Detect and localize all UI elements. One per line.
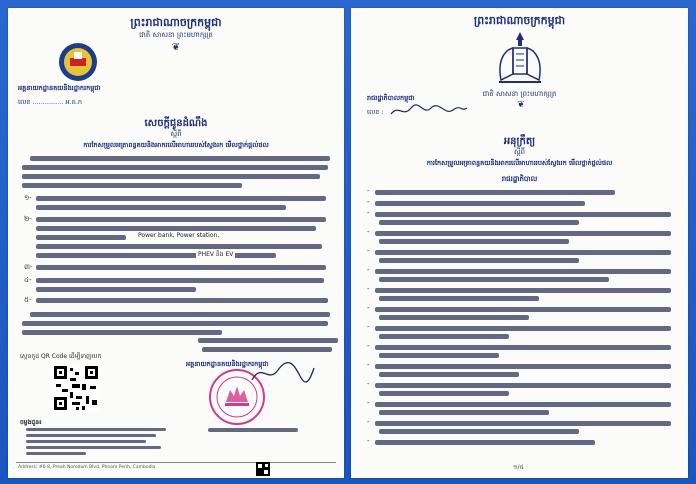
section-marker-2: ២- bbox=[24, 215, 32, 223]
section-marker-4: ៤- bbox=[24, 276, 32, 284]
document-type: សេចក្តីជូនដំណឹង bbox=[144, 118, 208, 129]
signature-icon bbox=[248, 358, 318, 388]
document-re: ស្តីពី bbox=[513, 148, 526, 156]
document-subject: ការកែសម្រួលអត្រាពន្ធគយនិងអាករលើអាហាររបស់ស្វែងរក មើលថ្នាក់ផ្តល់ផល bbox=[426, 159, 613, 167]
reference-number: លេខ ............... អ.គ.ក bbox=[18, 98, 83, 106]
kingdom-title: ព្រះរាជាណាចក្រកម្ពុជា bbox=[130, 16, 222, 29]
document-subject: ការកែសម្រួលអត្រាពន្ធគយនិងអាករលើអាហាររបស់ស្វែងរក មើលថ្នាក់ផ្តល់ផល bbox=[83, 141, 269, 149]
ornament-divider: ❦ bbox=[517, 100, 525, 110]
handwritten-number-icon bbox=[389, 102, 469, 120]
signer-name-line bbox=[208, 428, 298, 432]
qr-code-icon[interactable] bbox=[52, 364, 100, 412]
government-name: រាជរដ្ឋាភិបាលកម្ពុជា bbox=[367, 94, 415, 102]
signing-agency: អគ្គនាយកដ្ឋានគយនិងរដ្ឋាករកម្ពុជា bbox=[186, 360, 269, 368]
royal-coat-of-arms-icon bbox=[491, 30, 549, 88]
section-marker-3: ៣- bbox=[24, 263, 33, 271]
section-marker-5: ៥- bbox=[24, 296, 32, 304]
national-motto: ជាតិ សាសនា ព្រះមហាក្សត្រ bbox=[482, 90, 557, 98]
customs-logo-icon bbox=[58, 42, 98, 82]
agency-name: អគ្គនាយកដ្ឋានគយនិងរដ្ឋាករកម្ពុជា bbox=[18, 84, 101, 92]
left-document-page bbox=[8, 8, 344, 478]
document-re: ស្តីពី bbox=[170, 130, 182, 138]
footer-divider bbox=[16, 462, 336, 463]
national-motto: ជាតិ សាសនា ព្រះមហាក្សត្រ bbox=[139, 31, 213, 39]
recipients-label: ចម្លងជូន៖ bbox=[20, 419, 42, 426]
section-marker-1: ១- bbox=[24, 194, 32, 202]
right-document-page: ព្រះរាជាណាចក្រកម្ពុជា ជាតិ សាសនា ព្រះមហាក្សត្រ ❦ រាជរដ្ឋាភិបាលកម្ពុជា លេខ : អនុក្រឹត្យ ស្តីពី ការកែសម្រួលអត្រាពន្ធគយនិងអាករលើអាហាររបស់ស្វែងរក មើលថ្នាក់ផ្តល់ផល រាជរដ្ឋាភិបាល - - - - - - - - - - - - - - - ១/៥ bbox=[351, 8, 688, 478]
document-type: អនុក្រឹត្យ bbox=[503, 136, 536, 147]
intro-paragraph bbox=[22, 156, 332, 196]
ornament-divider: ❦ bbox=[171, 42, 181, 53]
qr-caption: ស្កេនកូដ QR Code ដើម្បីទាញយក bbox=[20, 353, 102, 360]
inline-english-1: Power bank, Power station, bbox=[138, 232, 220, 239]
page-number: ១/៥ bbox=[513, 464, 524, 471]
kingdom-title: ព្រះរាជាណាចក្រកម្ពុជា bbox=[473, 14, 566, 27]
footer-address: Address: #6-8, Preah Norodom Blvd, Phnom Penh, Cambodia bbox=[18, 465, 156, 470]
reference-number: លេខ : bbox=[367, 108, 384, 116]
preamble-heading: រាជរដ្ឋាភិបាល bbox=[501, 175, 538, 183]
footer-qr-icon bbox=[256, 462, 270, 476]
inline-english-2: PHEV និង EV bbox=[198, 251, 234, 258]
